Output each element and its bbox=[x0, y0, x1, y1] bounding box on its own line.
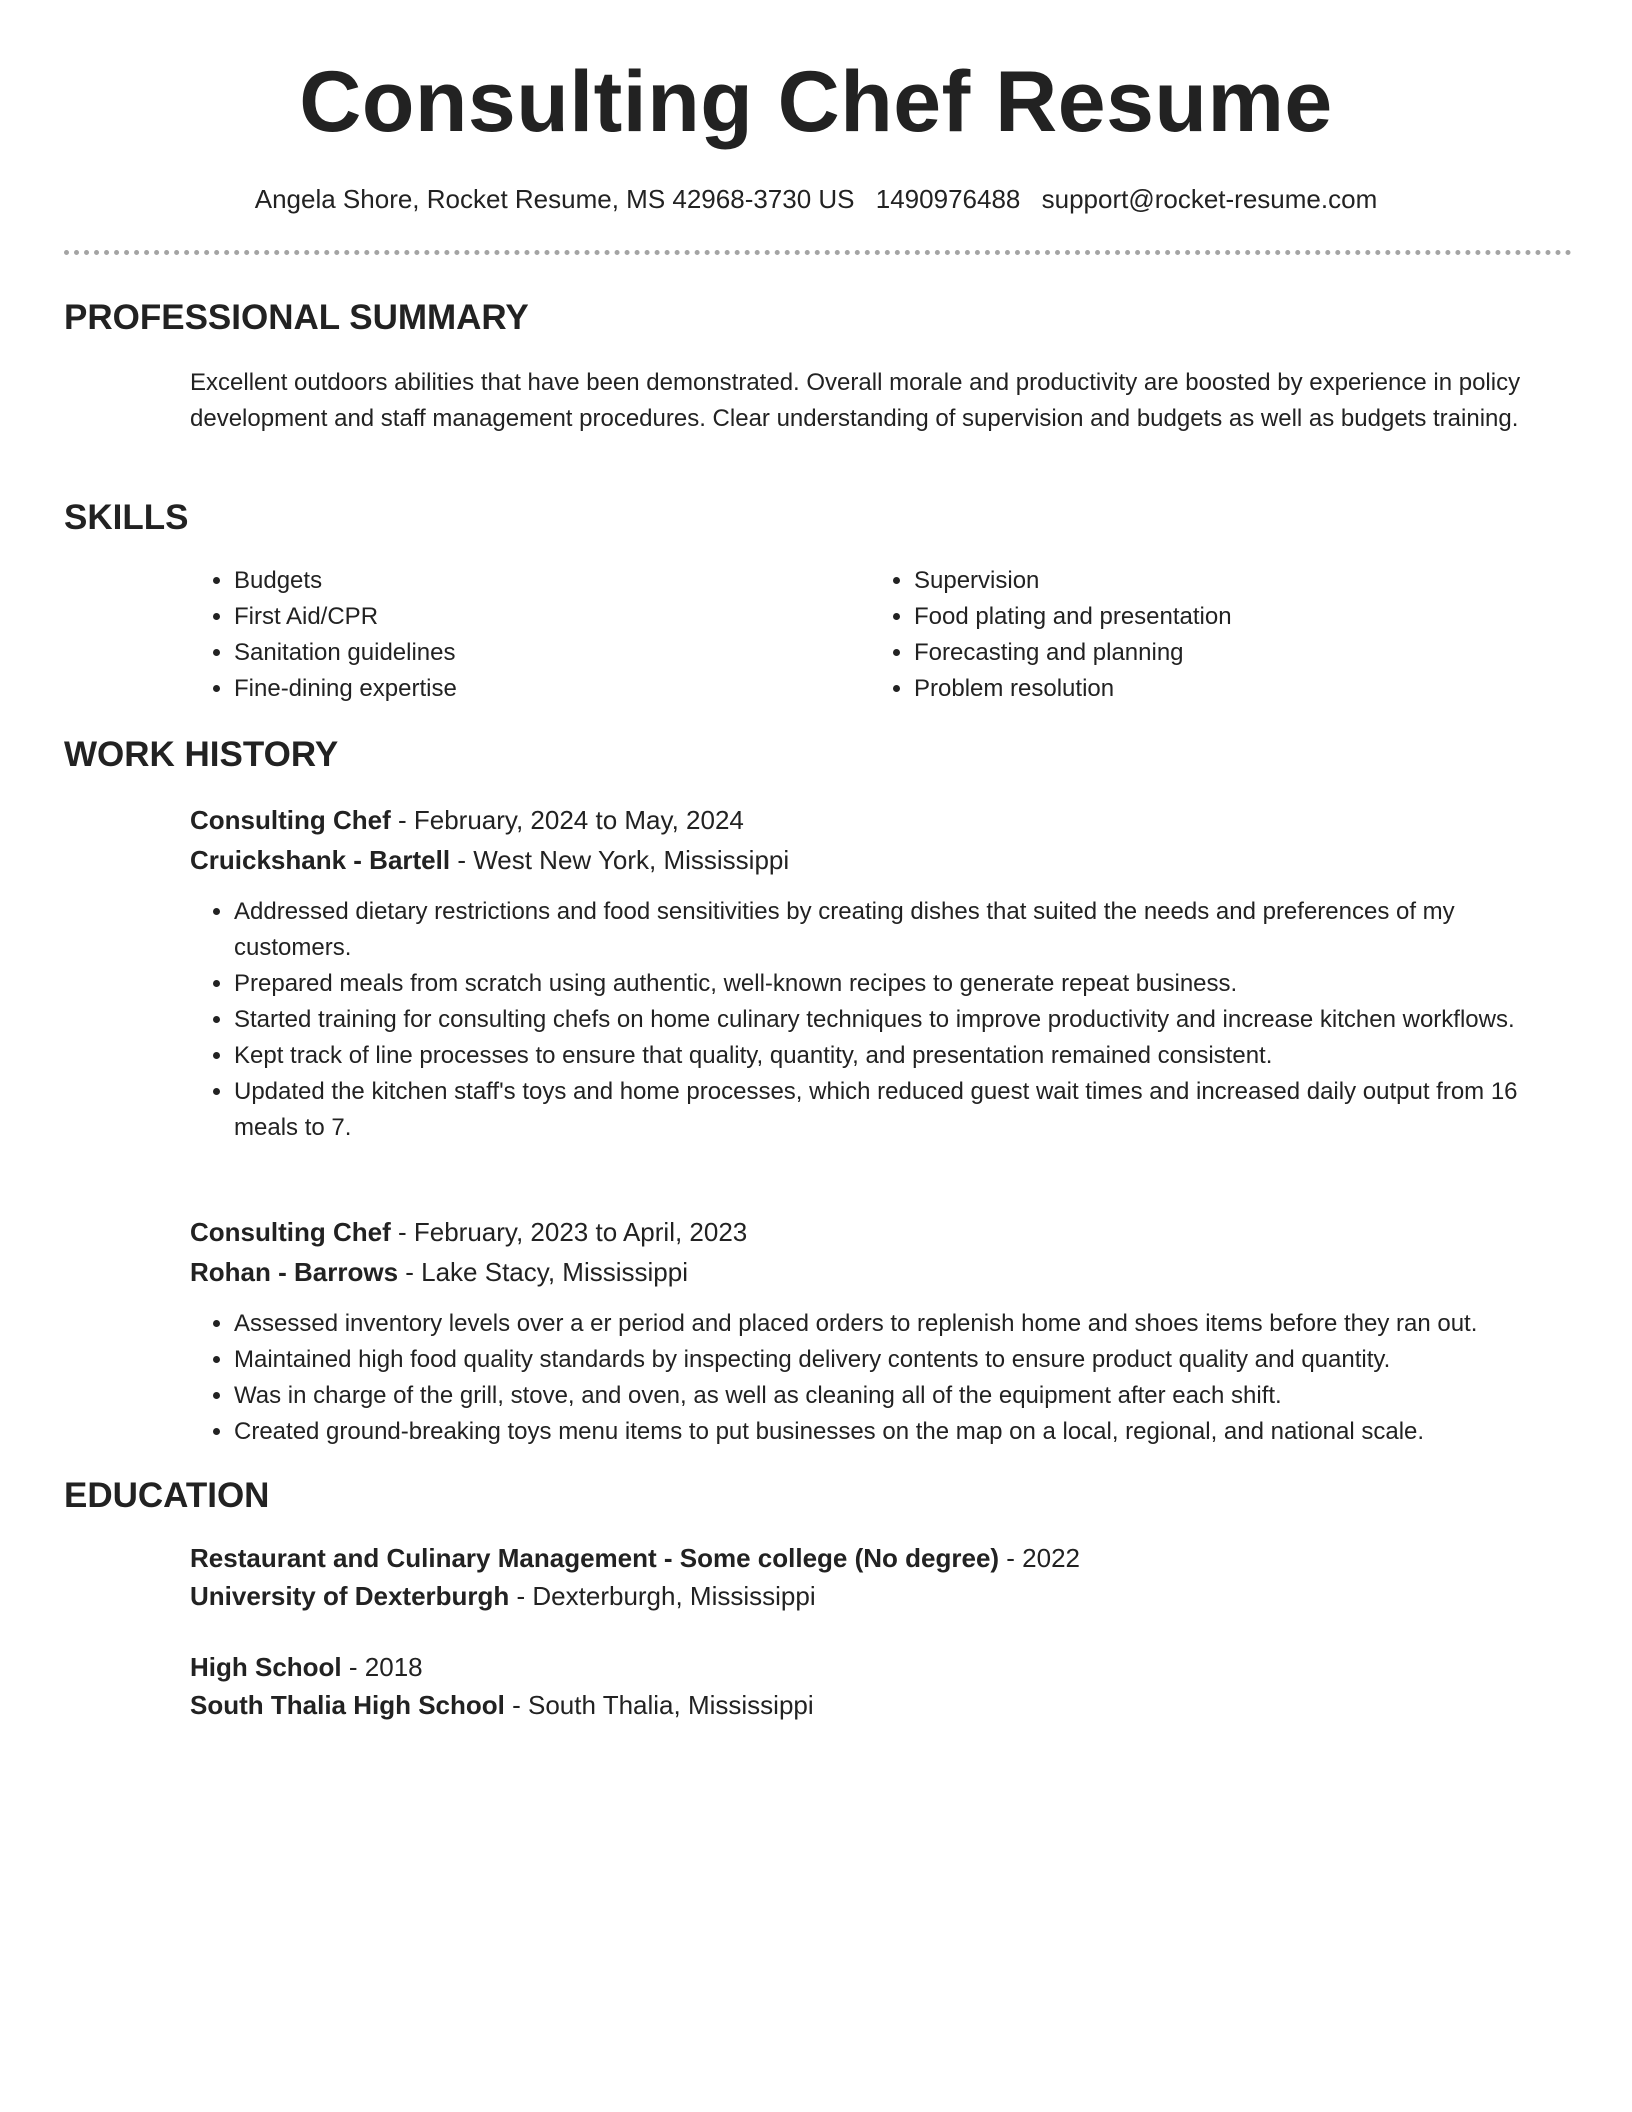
resume-title: Consulting Chef Resume bbox=[299, 54, 1333, 150]
skill-item: • Forecasting and planning bbox=[914, 635, 1594, 671]
job-location: - Lake Stacy, Mississippi bbox=[398, 1257, 688, 1287]
work-heading: WORK HISTORY bbox=[64, 735, 339, 774]
skill-item: • First Aid/CPR bbox=[234, 599, 834, 635]
job-dates: - February, 2024 to May, 2024 bbox=[390, 805, 744, 835]
skills-list-right bbox=[870, 563, 1594, 707]
job-title: Consulting Chef bbox=[190, 1217, 391, 1247]
summary-heading: PROFESSIONAL SUMMARY bbox=[64, 298, 529, 337]
skills-heading: SKILLS bbox=[64, 498, 189, 537]
contact-address: Angela Shore, Rocket Resume, MS 42968-3730 US bbox=[254, 184, 855, 214]
job-company-line bbox=[190, 1254, 688, 1290]
job-location: - West New York, Mississippi bbox=[450, 845, 790, 875]
skill-item: • Supervision bbox=[914, 563, 1594, 599]
contact-phone: 1490976488 bbox=[875, 184, 1021, 214]
skills-list-left bbox=[190, 563, 834, 707]
skill-item: • Sanitation guidelines bbox=[234, 635, 834, 671]
job-company: Cruickshank - Bartell bbox=[190, 845, 451, 875]
job-bullet: • Created ground-breaking toys menu items to put businesses on the map on a local, regional, and national scale. bbox=[234, 1414, 1572, 1450]
job-bullet: • Maintained high food quality standards by inspecting delivery contents to ensure product quality and quantity. bbox=[234, 1342, 1572, 1378]
skill-item: • Problem resolution bbox=[914, 671, 1594, 707]
education-location: - Dexterburgh, Mississippi bbox=[509, 1581, 816, 1611]
job-bullet: • Updated the kitchen staff's toys and home processes, which reduced guest wait times and increased daily output from 16 meals to 7. bbox=[234, 1074, 1572, 1146]
job-company-line bbox=[190, 842, 789, 878]
job-dates: - February, 2023 to April, 2023 bbox=[390, 1217, 748, 1247]
contact-email: support@rocket-resume.com bbox=[1041, 184, 1378, 214]
job-title: Consulting Chef bbox=[190, 805, 391, 835]
job-bullet: • Assessed inventory levels over a er period and placed orders to replenish home and shoes items before they ran out. bbox=[234, 1306, 1572, 1342]
skill-item: • Budgets bbox=[234, 563, 834, 599]
education-year: - 2018 bbox=[341, 1652, 423, 1682]
skill-item: • Fine-dining expertise bbox=[234, 671, 834, 707]
education-school-line bbox=[190, 1578, 816, 1614]
education-degree-line bbox=[190, 1649, 423, 1685]
education-school: University of Dexterburgh bbox=[190, 1581, 510, 1611]
education-heading: EDUCATION bbox=[64, 1476, 270, 1515]
education-location: - South Thalia, Mississippi bbox=[504, 1690, 814, 1720]
education-school-line bbox=[190, 1687, 814, 1723]
education-school: South Thalia High School bbox=[190, 1690, 505, 1720]
job-company: Rohan - Barrows bbox=[190, 1257, 399, 1287]
job-bullet-list bbox=[190, 1306, 1572, 1450]
job-title-line bbox=[190, 1214, 747, 1250]
job-title-line bbox=[190, 802, 744, 838]
education-degree: High School bbox=[190, 1652, 342, 1682]
summary-text: Excellent outdoors abilities that have been demonstrated. Overall morale and productivity are boosted by experience in policy development and staff management procedures. Clear understanding of supervision and budgets as well as budgets training. bbox=[190, 369, 1521, 432]
job-bullet: • Was in charge of the grill, stove, and oven, as well as cleaning all of the equipment after each shift. bbox=[234, 1378, 1572, 1414]
skill-item: • Food plating and presentation bbox=[914, 599, 1594, 635]
job-bullet: • Addressed dietary restrictions and food sensitivities by creating dishes that suited the needs and preferences of my customers. bbox=[234, 894, 1572, 966]
job-bullet: • Kept track of line processes to ensure that quality, quantity, and presentation remained consistent. bbox=[234, 1038, 1572, 1074]
job-bullet-list bbox=[190, 894, 1572, 1146]
contact-line bbox=[0, 182, 1632, 216]
job-bullet: • Prepared meals from scratch using authentic, well-known recipes to generate repeat business. bbox=[234, 966, 1572, 1002]
job-bullet: • Started training for consulting chefs on home culinary techniques to improve productivity and increase kitchen workflows. bbox=[234, 1002, 1572, 1038]
education-year: - 2022 bbox=[999, 1543, 1081, 1573]
education-degree-line bbox=[190, 1540, 1080, 1576]
education-degree: Restaurant and Culinary Management - Some college (No degree) bbox=[190, 1543, 1000, 1573]
header-divider bbox=[64, 250, 1572, 255]
